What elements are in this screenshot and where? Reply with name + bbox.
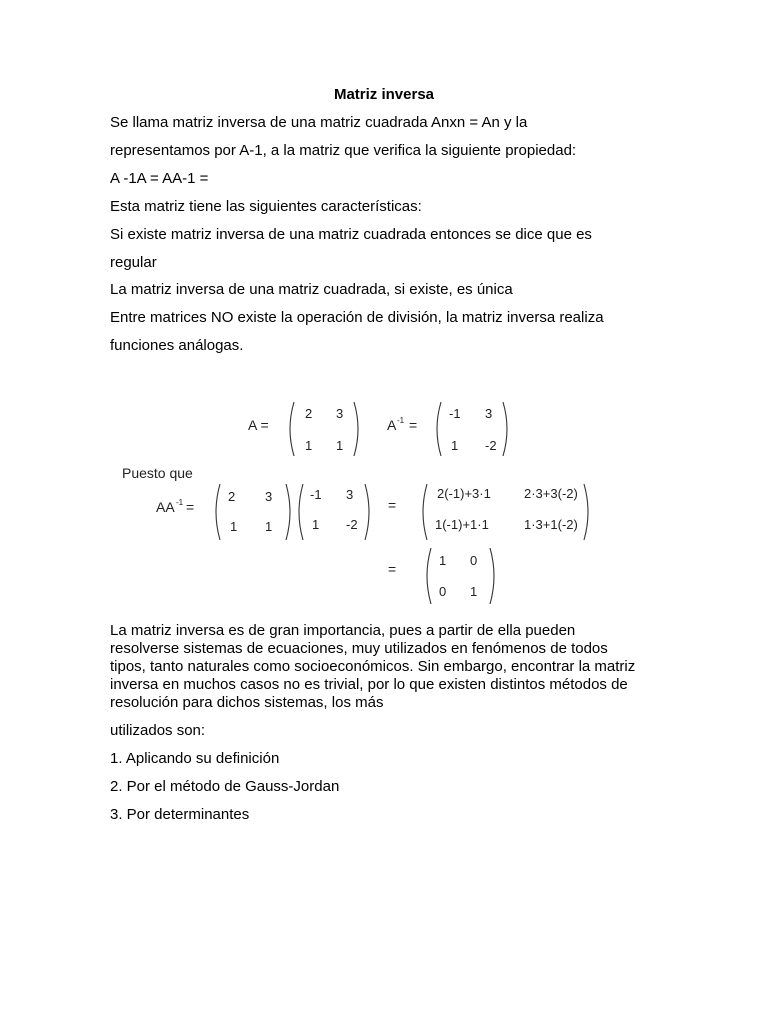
method-item: 3. Por determinantes: [110, 806, 250, 823]
intro-line: Se llama matriz inversa de una matriz cuadrada Anxn = An y la: [110, 114, 528, 131]
intro-line: Entre matrices NO existe la operación de división, la matriz inversa realiza: [110, 309, 604, 326]
matrix-cell: 3: [485, 406, 493, 421]
method-item: 1. Aplicando su definición: [110, 750, 280, 767]
aainv-label: AA: [156, 499, 175, 515]
aainv-superscript: -1: [176, 498, 184, 507]
puesto-que-label: Puesto que: [122, 465, 193, 481]
intro-line: funciones análogas.: [110, 337, 244, 354]
matrix-cell: 3: [336, 406, 344, 421]
ainv-equals: =: [409, 417, 418, 433]
ainv-label: A: [387, 417, 397, 433]
method-item: 2. Por el método de Gauss-Jordan: [110, 778, 340, 795]
paragraph-line: resolverse sistemas de ecuaciones, muy utilizados en fenómenos de todos: [110, 640, 608, 657]
matrix-cell: -2: [346, 517, 358, 532]
equals-sign: =: [388, 561, 397, 577]
bracket-left: [290, 402, 294, 456]
bracket-right: [354, 402, 358, 456]
bracket-left: [427, 548, 431, 604]
bracket-left: [216, 484, 220, 540]
bracket-right: [286, 484, 290, 540]
paragraph-line: tipos, tanto naturales como socioeconómicos. Sin embargo, encontrar la matriz: [110, 658, 636, 675]
matrix-cell: 1: [312, 517, 320, 532]
matrix-cell: 0: [439, 584, 447, 599]
paragraph-line: La matriz inversa es de gran importancia, pues a partir de ella pueden: [110, 622, 576, 639]
matrix-cell: -1: [310, 487, 322, 502]
matrix-cell: -1: [449, 406, 461, 421]
paragraph-line: inversa en muchos casos no es trivial, por lo que existen distintos métodos de: [110, 676, 628, 693]
matrix-cell: 1(-1)+1·1: [435, 517, 489, 532]
a-label: A =: [248, 417, 269, 433]
intro-line: regular: [110, 254, 157, 271]
paragraph-line: resolución para dichos sistemas, los más: [110, 694, 384, 711]
matrix-cell: 1: [230, 519, 238, 534]
bracket-left: [423, 484, 427, 540]
matrix-cell: 3: [346, 487, 354, 502]
matrix-cell: 1: [439, 553, 447, 568]
intro-line: Esta matriz tiene las siguientes características:: [110, 198, 422, 215]
aainv-equals: =: [186, 499, 195, 515]
equals-sign: =: [388, 497, 397, 513]
matrix-cell: 3: [265, 489, 273, 504]
matrix-cell: 2: [305, 406, 313, 421]
bracket-left: [299, 484, 303, 540]
matrix-cell: 1: [451, 438, 459, 453]
matrix-cell: -2: [485, 438, 497, 453]
matrix-cell: 1: [336, 438, 344, 453]
matrix-cell: 2(-1)+3·1: [437, 486, 491, 501]
matrix-cell: 1·3+1(-2): [524, 517, 578, 532]
bracket-right: [365, 484, 369, 540]
bracket-right: [503, 402, 507, 456]
matrix-cell: 1: [305, 438, 313, 453]
bracket-right: [584, 484, 588, 540]
matrix-cell: 2: [228, 489, 236, 504]
matrix-inverse-figure: [100, 392, 620, 612]
ainv-superscript: -1: [397, 416, 405, 425]
matrix-cell: 0: [470, 553, 478, 568]
importance-paragraph: [110, 622, 670, 712]
intro-line: La matriz inversa de una matriz cuadrada, si existe, es única: [110, 281, 513, 298]
intro-line: representamos por A-1, a la matriz que verifica la siguiente propiedad:: [110, 142, 577, 159]
intro-line: Si existe matriz inversa de una matriz cuadrada entonces se dice que es: [110, 226, 592, 243]
bracket-left: [437, 402, 441, 456]
matrix-cell: 1: [265, 519, 273, 534]
matrix-cell: 1: [470, 584, 478, 599]
matrix-cell: 2·3+3(-2): [524, 486, 578, 501]
intro-line: A -1A = AA-1 =: [110, 170, 209, 187]
bracket-right: [490, 548, 494, 604]
document-title: Matriz inversa: [333, 86, 435, 103]
methods-intro: utilizados son:: [110, 722, 206, 739]
